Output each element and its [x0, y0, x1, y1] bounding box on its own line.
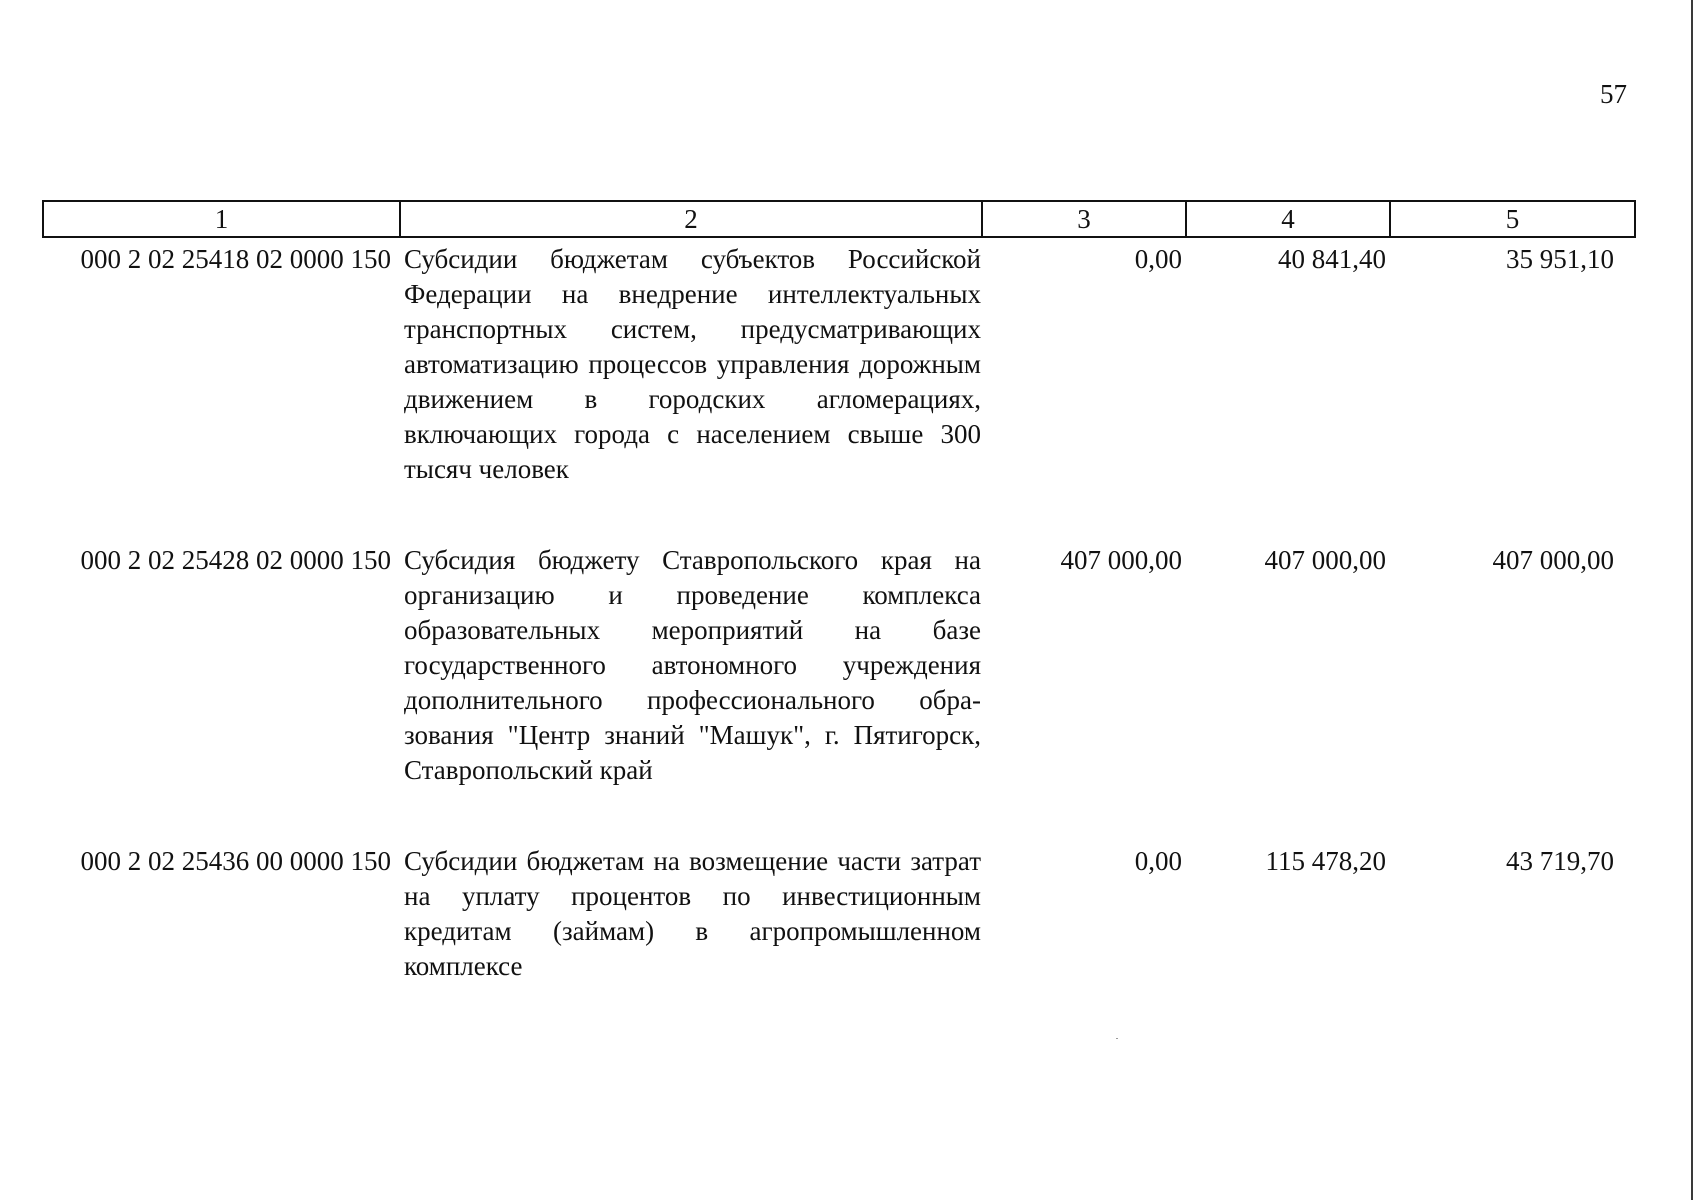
column-4-value: 40 841,40 [1278, 244, 1386, 274]
column-3-value: 407 000,00 [1060, 545, 1182, 575]
scan-edge-line [1691, 0, 1693, 1200]
budget-code-cell: 000 2 02 25418 02 0000 150 [80, 244, 391, 274]
column-5-value: 35 951,10 [1506, 244, 1614, 274]
description-cell: Субсидии бюджетам субъектов Российской Федерации на внедрение интеллектуальных транспортных систем, предусматривающих автоматизацию процессов управления дорожным движением в городских агломерациях, включающих города с населением свыше 300 тысяч человек [404, 244, 981, 484]
column-header-4: 4 [1186, 201, 1390, 237]
scan-artifact-dot [1116, 1038, 1118, 1039]
column-header-3: 3 [982, 201, 1186, 237]
column-header-1: 1 [43, 201, 400, 237]
column-3-value: 0,00 [1134, 846, 1182, 876]
column-header-2: 2 [400, 201, 982, 237]
column-4-value: 407 000,00 [1264, 545, 1386, 575]
page-number: 57 [1600, 79, 1627, 109]
column-header-5: 5 [1390, 201, 1635, 237]
table-row [43, 539, 1635, 840]
column-5-value: 407 000,00 [1492, 545, 1614, 575]
column-3-value: 0,00 [1134, 244, 1182, 274]
budget-code-cell: 000 2 02 25436 00 0000 150 [80, 846, 391, 876]
column-4-value: 115 478,20 [1265, 846, 1386, 876]
description-cell: Субсидия бюджету Ставропольского края на организацию и проведение комплекса образовательных мероприятий на базе государственного автономного учреждения дополнительного профессионального обра-зования "Центр знаний "Машук", г. Пятигорск, Ставропольский край [404, 545, 981, 785]
column-number-header-row [43, 201, 1635, 237]
budget-table [42, 200, 1636, 984]
table-row [43, 237, 1635, 539]
column-5-value: 43 719,70 [1506, 846, 1614, 876]
description-cell: Субсидии бюджетам на возмещение части затрат на уплату процентов по инвестиционным кредитам (займам) в агропромышленном комплексе [404, 846, 981, 981]
budget-code-cell: 000 2 02 25428 02 0000 150 [80, 545, 391, 575]
table-row [43, 840, 1635, 984]
